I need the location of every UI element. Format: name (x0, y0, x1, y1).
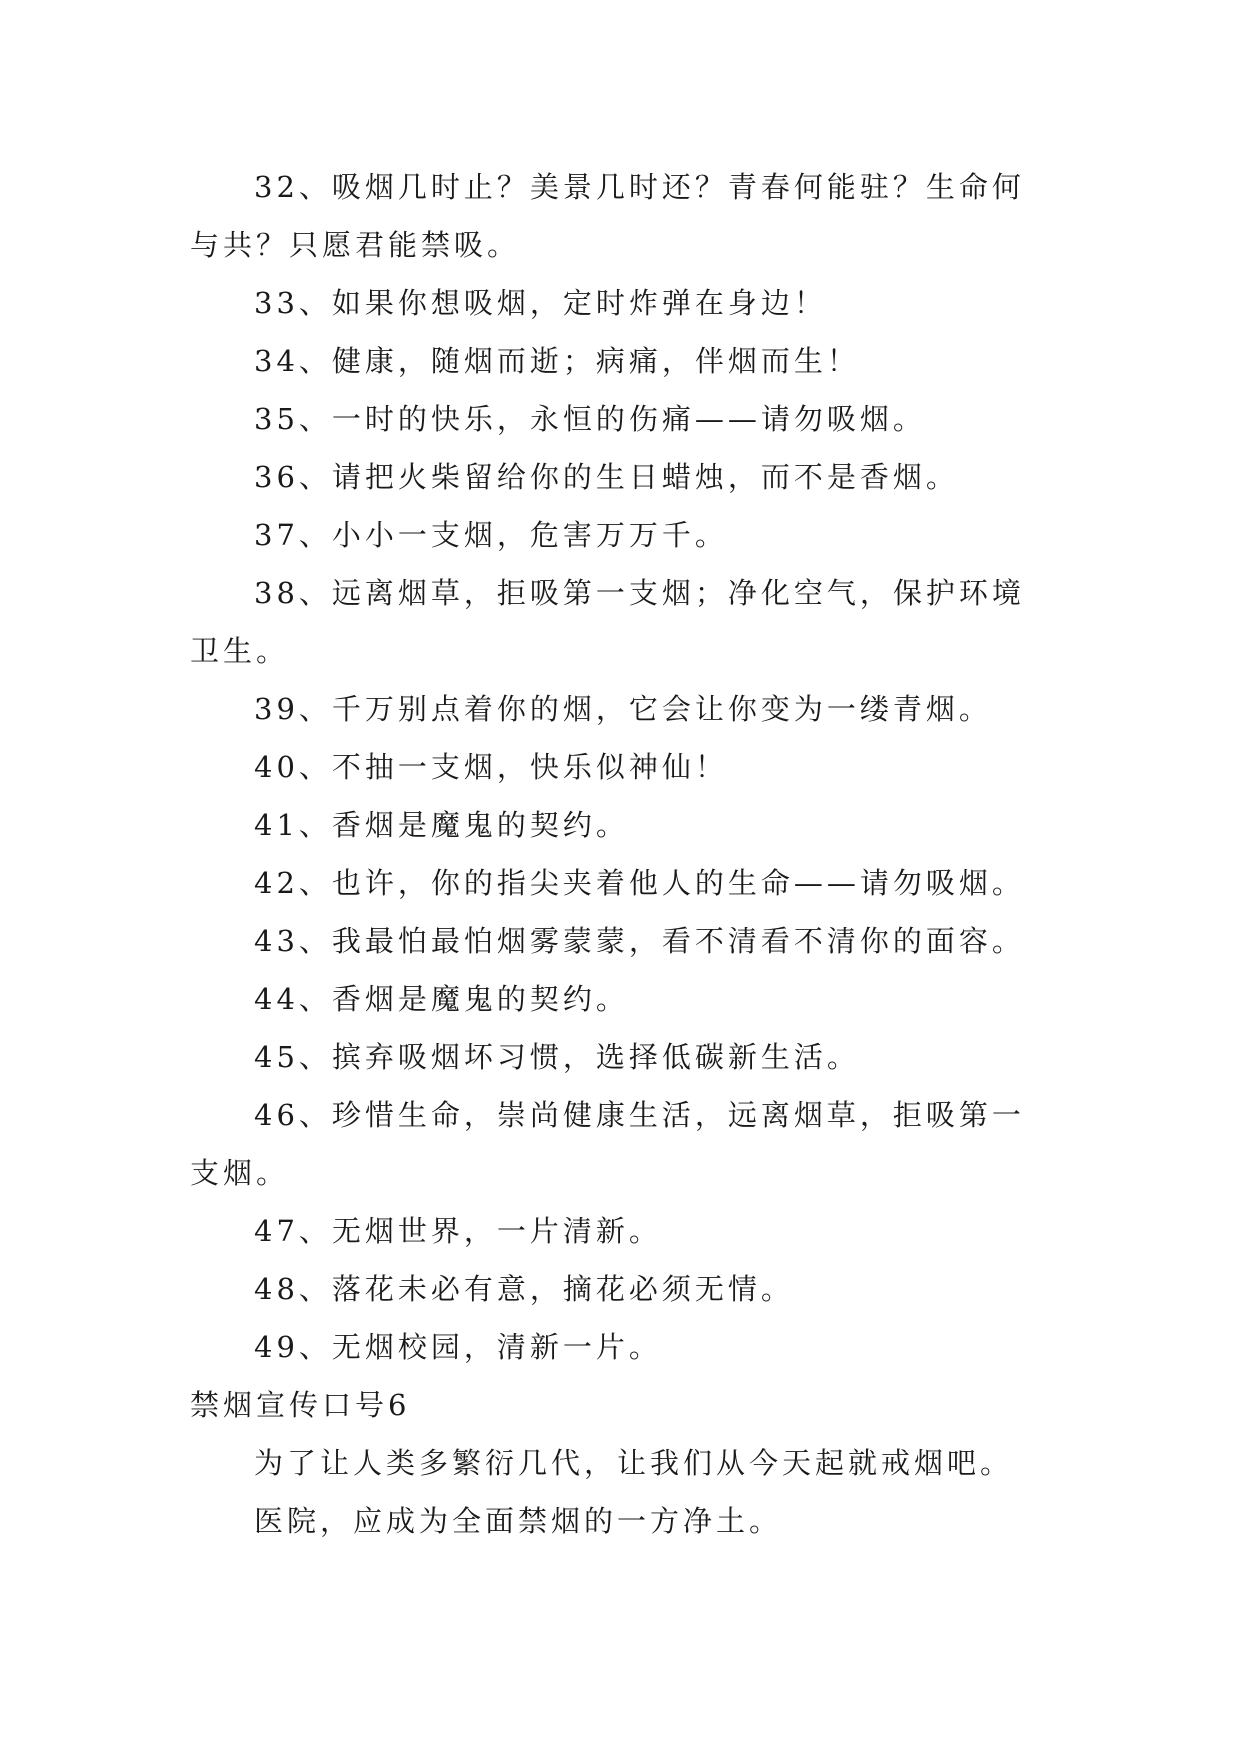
slogan-paragraph: 32、吸烟几时止？美景几时还？青春何能驻？生命何与共？只愿君能禁吸。 (190, 170, 1025, 262)
slogan-paragraph: 34、健康，随烟而逝；病痛，伴烟而生！ (254, 344, 860, 378)
slogan-paragraph: 39、千万别点着你的烟，它会让你变为一缕青烟。 (254, 692, 992, 726)
slogan-paragraph: 42、也许，你的指尖夹着他人的生命——请勿吸烟。 (254, 866, 1025, 900)
slogan-paragraph: 46、珍惜生命，崇尚健康生活，远离烟草，拒吸第一支烟。 (190, 1098, 1025, 1190)
slogan-paragraph: 35、一时的快乐，永恒的伤痛——请勿吸烟。 (254, 402, 926, 436)
slogan-paragraph: 41、香烟是魔鬼的契约。 (254, 808, 629, 842)
slogan-paragraph: 36、请把火柴留给你的生日蜡烛，而不是香烟。 (254, 460, 959, 494)
slogan-paragraph: 43、我最怕最怕烟雾蒙蒙，看不清看不清你的面容。 (254, 924, 1025, 958)
slogan-paragraph: 38、远离烟草，拒吸第一支烟；净化空气，保护环境卫生。 (190, 576, 1025, 668)
slogan-paragraph: 49、无烟校园，清新一片。 (254, 1330, 662, 1364)
slogan-paragraph: 37、小小一支烟，危害万万千。 (254, 518, 728, 552)
slogan-paragraph: 44、香烟是魔鬼的契约。 (254, 982, 629, 1016)
section-heading: 禁烟宣传口号6 (190, 1388, 411, 1422)
slogan-paragraph: 47、无烟世界，一片清新。 (254, 1214, 662, 1248)
slogan-paragraph: 33、如果你想吸烟，定时炸弹在身边！ (254, 286, 827, 320)
slogan-paragraph: 40、不抽一支烟，快乐似神仙！ (254, 750, 728, 784)
slogan-paragraph: 48、落花未必有意，摘花必须无情。 (254, 1272, 794, 1306)
document-body (190, 158, 1052, 1550)
slogan-paragraph: 45、摈弃吸烟坏习惯，选择低碳新生活。 (254, 1040, 860, 1074)
section-paragraph: 为了让人类多繁衍几代，让我们从今天起就戒烟吧。 (254, 1446, 1014, 1480)
section-paragraph: 医院，应成为全面禁烟的一方净土。 (254, 1504, 783, 1538)
